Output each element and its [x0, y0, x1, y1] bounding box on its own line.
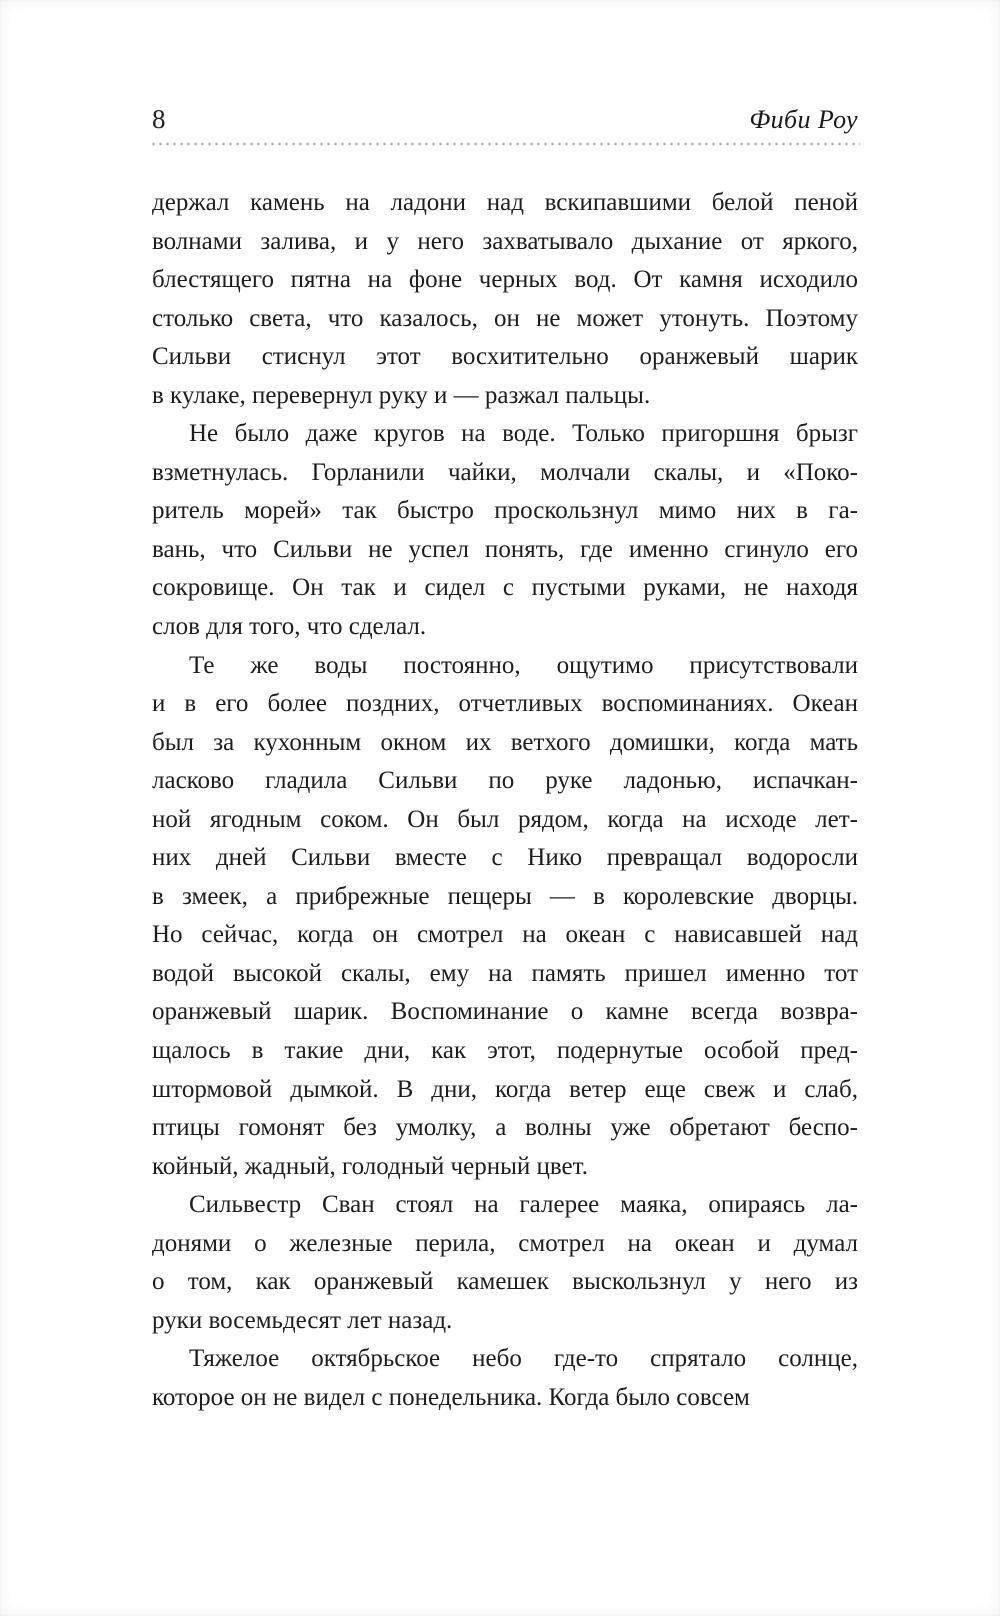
text-line: птицы гомонят без умолку, а волны уже обретают беспо- — [152, 1114, 858, 1142]
page-number: 8 — [152, 104, 166, 134]
text-line: койный, жадный, голодный черный цвет. — [152, 1152, 588, 1180]
text-line: ритель морей» так быстро проскользнул мимо них в га- — [152, 497, 858, 525]
text-line: блестящего пятна на фоне черных вод. От камня исходило — [152, 266, 858, 294]
dotted-rule — [150, 142, 860, 146]
text-line: Сильви стиснул этот восхитительно оранжевый шарик — [152, 343, 858, 371]
text-line: ной ягодным соком. Он был рядом, когда на исходе лет- — [152, 805, 858, 833]
text-line: щалось в такие дни, как этот, подернутые особой пред- — [152, 1037, 858, 1065]
text-line: Те же воды постоянно, ощутимо присутствовали — [189, 651, 858, 679]
text-line: Тяжелое октябрьское небо где-то спрятало солнце, — [189, 1345, 858, 1373]
text-line: был за кухонным окном их ветхого домишки, когда мать — [152, 728, 858, 756]
text-line: ласково гладила Сильви по руке ладонью, испачкан- — [152, 767, 858, 795]
text-line: водой высокой скалы, ему на память пришел именно тот — [152, 959, 858, 987]
paragraph — [152, 1186, 858, 1340]
text-line: Но сейчас, когда он смотрел на океан с нависавшей над — [152, 921, 858, 949]
text-line: волнами залива, и у него захватывало дыхание от яркого, — [152, 227, 858, 255]
text-line: взметнулась. Горланили чайки, молчали скалы, и «Поко- — [152, 458, 858, 486]
text-line: сокровище. Он так и сидел с пустыми руками, не находя — [152, 574, 858, 602]
paragraph — [152, 647, 858, 1187]
text-line: вань, что Сильви не успел понять, где именно сгинуло его — [152, 535, 858, 563]
text-line: слов для того, что сделал. — [152, 613, 427, 641]
text-line: Не было даже кругов на воде. Только пригоршня брызг — [189, 420, 858, 448]
text-line: столько света, что казалось, он не может утонуть. Поэтому — [152, 304, 858, 332]
text-line: оранжевый шарик. Воспоминание о камне всегда возвра- — [152, 998, 858, 1026]
paragraph — [152, 415, 858, 646]
running-header-author: Фиби Роу — [749, 105, 858, 134]
paragraph — [152, 184, 858, 415]
text-line: донями о железные перила, смотрел на океан и думал — [152, 1229, 858, 1257]
paragraph — [152, 1340, 858, 1417]
text-line: руки восемьдесят лет назад. — [152, 1306, 453, 1334]
text-line: них дней Сильви вместе с Нико превращал водоросли — [152, 844, 858, 872]
text-line: о том, как оранжевый камешек выскользнул у него из — [152, 1268, 858, 1296]
text-line: держал камень на ладони над вскипавшими белой пеной — [152, 189, 858, 216]
page-text — [152, 184, 858, 1418]
text-line: в змеек, а прибрежные пещеры — в королевские дворцы. — [152, 882, 858, 910]
text-line: которое он не видел с понедельника. Когда было совсем — [152, 1383, 750, 1411]
text-line: в кулаке, перевернул руку и — разжал пальцы. — [152, 381, 651, 409]
text-line: штормовой дымкой. В дни, когда ветер еще свеж и слаб, — [152, 1075, 858, 1103]
text-line: Сильвестр Сван стоял на галерее маяка, опираясь ла- — [189, 1191, 858, 1219]
text-line: и в его более поздних, отчетливых воспоминаниях. Океан — [152, 690, 858, 718]
running-header — [152, 104, 858, 135]
